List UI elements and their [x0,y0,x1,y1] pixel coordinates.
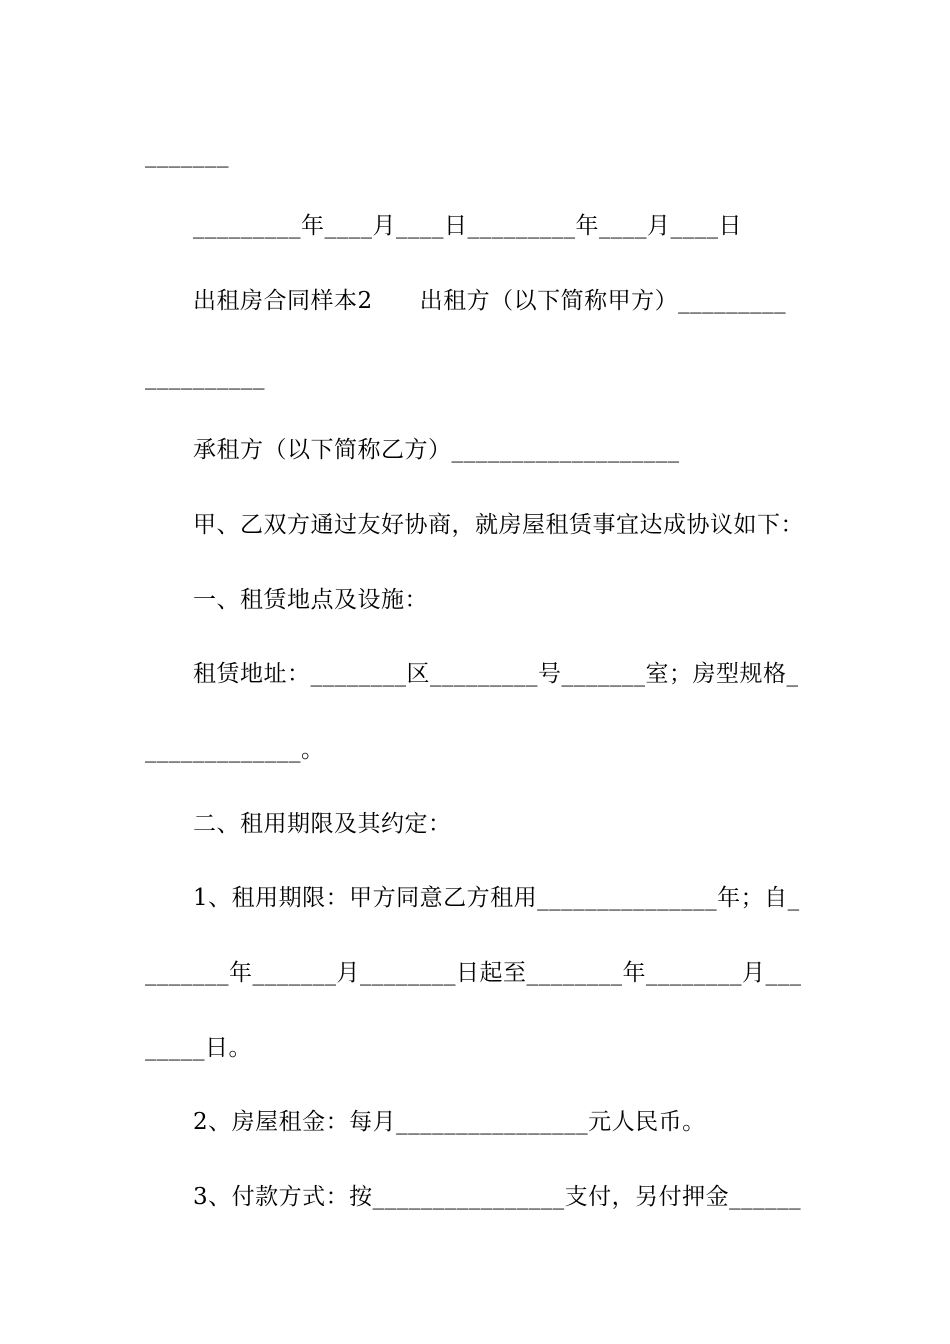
text-line: 甲、乙双方通过友好协商，就房屋租赁事宜达成协议如下： [193,512,804,538]
text-line: 承租方（以下简称乙方）___________________ [193,437,680,463]
text-line: 1、租用期限：甲方同意乙方租用_______________年；自_ [193,885,800,911]
text-line: 2、房屋租金：每月________________元人民币。 [193,1109,706,1135]
text-line: _________年____月____日_________年____月____日 [193,213,742,239]
text-line: __________ [145,364,265,390]
text-line: _____________。 [145,737,325,763]
text-line: _______ [145,142,229,168]
text-line: _______年_______月________日起至________年________月___ [145,960,802,986]
text-line: _____日。 [145,1035,252,1061]
text-line: 出租房合同样本2 出租方（以下简称甲方）_________ [193,288,787,314]
text-line: 二、租用期限及其约定： [193,811,452,837]
text-line: 一、租赁地点及设施： [193,587,428,613]
text-line: 3、付款方式：按________________支付，另付押金______ [193,1184,802,1210]
text-line: 租赁地址：________区_________号_______室；房型规格_ [193,661,799,687]
